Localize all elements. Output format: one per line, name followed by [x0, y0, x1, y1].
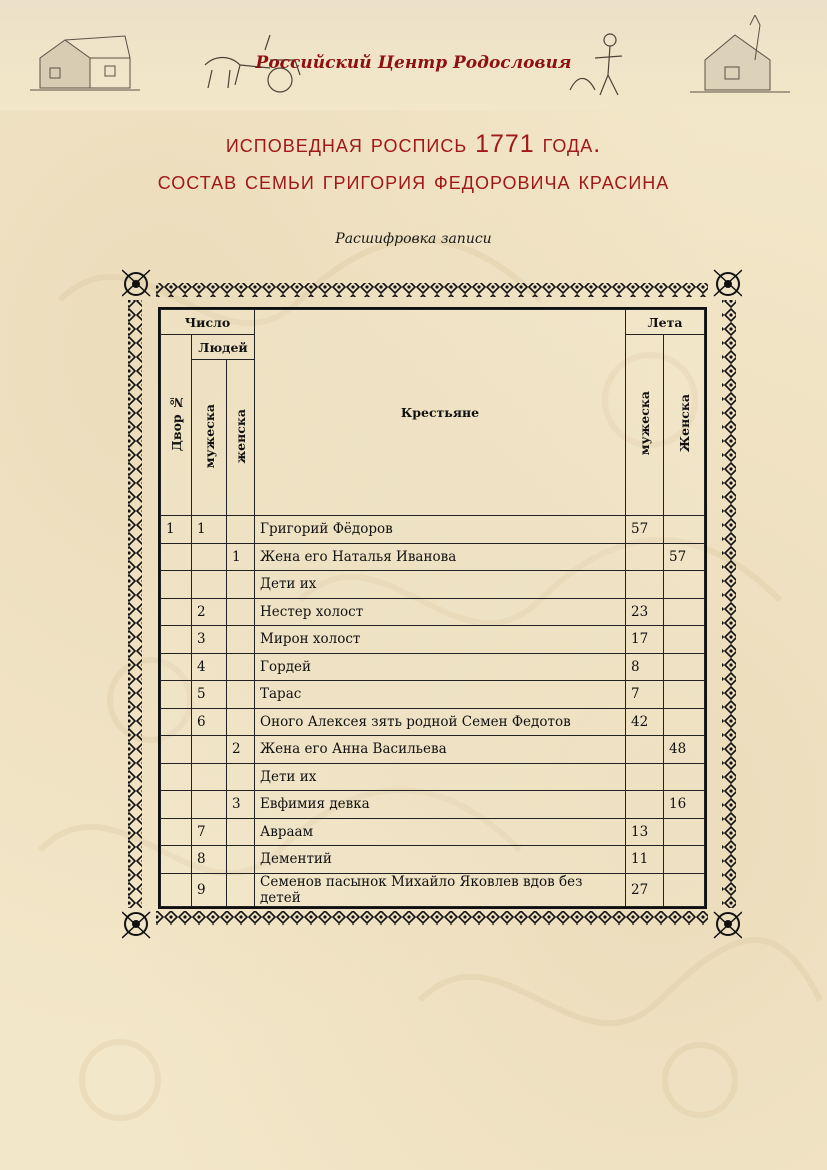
cell-zhenska [227, 708, 255, 736]
table-row [161, 736, 705, 764]
cell-age-m: 8 [626, 653, 664, 681]
cell-muzheska: 3 [192, 626, 227, 654]
cell-name: Евфимия девка [255, 791, 626, 819]
cell-muzheska [192, 791, 227, 819]
cell-zhenska [227, 873, 255, 906]
census-table [160, 309, 705, 907]
cell-zhenska: 1 [227, 543, 255, 571]
cell-age-m: 11 [626, 846, 664, 874]
cell-age-f [664, 873, 705, 906]
cell-age-f [664, 571, 705, 599]
cell-dvor [161, 653, 192, 681]
cell-age-m [626, 763, 664, 791]
cell-section-heading: Дети их [255, 571, 626, 599]
cell-age-f [664, 681, 705, 709]
header-zhenska-cell [227, 360, 255, 516]
header-krestyane: Крестьяне [255, 310, 626, 516]
cell-name: Мирон холост [255, 626, 626, 654]
table-row [161, 873, 705, 906]
header-zhenska: женска [233, 408, 248, 464]
cell-name: Оного Алексея зять родной Семен Федотов [255, 708, 626, 736]
header-dvor-cell [161, 335, 192, 516]
cell-age-m: 27 [626, 873, 664, 906]
cell-age-m: 23 [626, 598, 664, 626]
cell-age-f [664, 626, 705, 654]
header-leta-zhenska: Женска [676, 394, 692, 453]
cell-muzheska: 5 [192, 681, 227, 709]
cell-age-f [664, 708, 705, 736]
header-chislo: Число [161, 310, 255, 335]
cell-muzheska: 4 [192, 653, 227, 681]
header-leta-zhenska-cell [664, 335, 705, 516]
table-row-section [161, 763, 705, 791]
table-row [161, 516, 705, 544]
cell-section-heading: Дети их [255, 763, 626, 791]
cell-zhenska [227, 598, 255, 626]
cell-dvor [161, 598, 192, 626]
cell-dvor [161, 846, 192, 874]
cell-dvor [161, 708, 192, 736]
document-title-line2: состав семьи григория федоровича красина [157, 167, 670, 195]
cell-dvor [161, 543, 192, 571]
cell-dvor [161, 818, 192, 846]
header-leta: Лета [626, 310, 705, 335]
document-subtitle: Расшифровка записи [335, 231, 492, 247]
cell-age-f [664, 818, 705, 846]
cell-muzheska: 6 [192, 708, 227, 736]
cell-dvor [161, 791, 192, 819]
cell-age-m [626, 791, 664, 819]
cell-zhenska [227, 818, 255, 846]
cell-age-f [664, 846, 705, 874]
cell-dvor [161, 681, 192, 709]
cell-age-f [664, 598, 705, 626]
table-row [161, 818, 705, 846]
cell-age-f [664, 516, 705, 544]
cell-muzheska: 8 [192, 846, 227, 874]
cell-age-m: 7 [626, 681, 664, 709]
cell-name: Гордей [255, 653, 626, 681]
cell-name: Тарас [255, 681, 626, 709]
table-row [161, 846, 705, 874]
cell-zhenska [227, 763, 255, 791]
table-row [161, 653, 705, 681]
cell-age-m: 42 [626, 708, 664, 736]
cell-zhenska [227, 681, 255, 709]
cell-age-m: 13 [626, 818, 664, 846]
cell-muzheska: 2 [192, 598, 227, 626]
cell-muzheska [192, 571, 227, 599]
cell-dvor [161, 736, 192, 764]
cell-dvor: 1 [161, 516, 192, 544]
cell-muzheska: 9 [192, 873, 227, 906]
cell-muzheska [192, 543, 227, 571]
table-row [161, 543, 705, 571]
cell-age-f [664, 763, 705, 791]
cell-dvor [161, 626, 192, 654]
cell-muzheska: 7 [192, 818, 227, 846]
cell-dvor [161, 763, 192, 791]
cell-age-f: 57 [664, 543, 705, 571]
table-row [161, 681, 705, 709]
brand-title: Российский Центр Родословия [255, 53, 572, 73]
cell-age-m [626, 543, 664, 571]
cell-name: Жена его Анна Васильева [255, 736, 626, 764]
cell-age-m [626, 736, 664, 764]
cell-zhenska [227, 653, 255, 681]
header-muzheska-cell [192, 360, 227, 516]
table-row [161, 791, 705, 819]
cell-zhenska [227, 626, 255, 654]
cell-zhenska [227, 846, 255, 874]
header-lyudey: Людей [192, 335, 255, 360]
table-row [161, 626, 705, 654]
cell-age-m [626, 571, 664, 599]
cell-dvor [161, 873, 192, 906]
cell-zhenska [227, 516, 255, 544]
cell-age-m: 17 [626, 626, 664, 654]
table-row [161, 708, 705, 736]
header-muzheska: мужеска [201, 404, 217, 469]
cell-zhenska: 3 [227, 791, 255, 819]
cell-name: Григорий Фёдоров [255, 516, 626, 544]
cell-age-m: 57 [626, 516, 664, 544]
cell-age-f: 48 [664, 736, 705, 764]
cell-age-f: 16 [664, 791, 705, 819]
cell-zhenska: 2 [227, 736, 255, 764]
header-leta-muzheska: мужеска [637, 391, 652, 456]
table-row [161, 598, 705, 626]
table-row-section [161, 571, 705, 599]
document-title-line1: исповедная роспись 1771 года. [225, 130, 602, 158]
cell-muzheska [192, 763, 227, 791]
cell-name: Нестер холост [255, 598, 626, 626]
cell-age-f [664, 653, 705, 681]
cell-name: Авраам [255, 818, 626, 846]
cell-dvor [161, 571, 192, 599]
cell-name: Жена его Наталья Иванова [255, 543, 626, 571]
cell-name: Семенов пасынок Михайло Яковлев вдов без детей [255, 873, 626, 906]
cell-zhenska [227, 571, 255, 599]
header-leta-muzheska-cell [626, 335, 664, 516]
cell-muzheska [192, 736, 227, 764]
header-dvor: Двор № [168, 395, 184, 452]
cell-muzheska: 1 [192, 516, 227, 544]
cell-name: Дементий [255, 846, 626, 874]
